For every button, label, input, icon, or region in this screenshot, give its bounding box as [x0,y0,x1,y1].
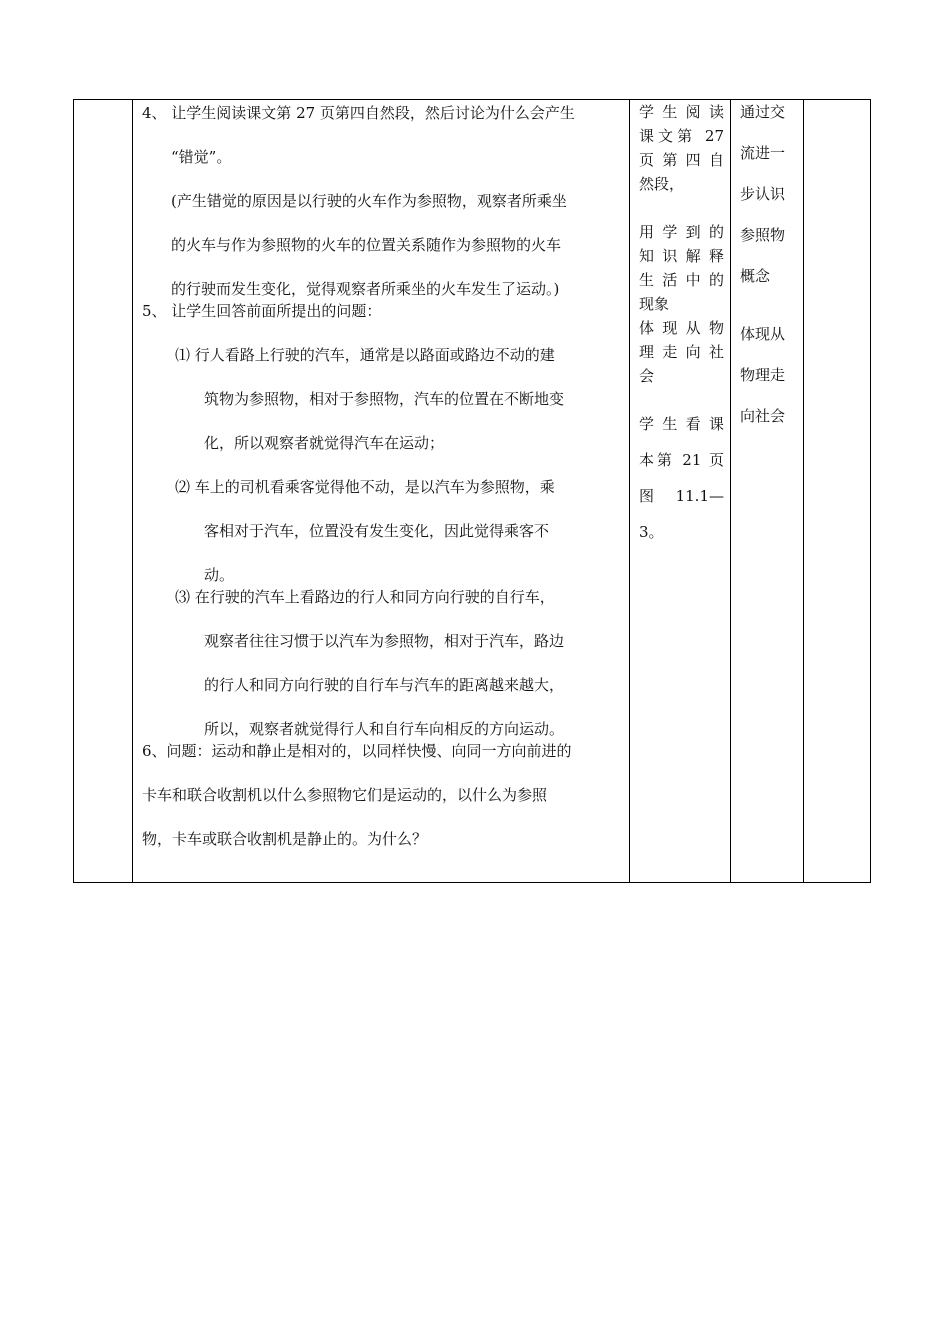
item-6-line-2: 卡车和联合收割机以什么参照物它们是运动的，以什么为参照 [142,786,548,804]
blank-cell-right [804,100,871,883]
student-activity-cell [630,100,731,883]
sub-3-line-1: ⑶ 在行驶的汽车上看路边的行人和同方向行驶的自行车， [175,588,555,606]
sub-2-line-1: ⑵ 车上的司机看乘客觉得他不动，是以汽车为参照物，乘 [175,478,555,496]
blank-cell-left [74,100,133,883]
note-line-2: 的火车与作为参照物的火车的位置关系随作为参照物的火车 [171,236,562,254]
intent-a5: 概念 [740,267,771,285]
teaching-process-cell [133,100,630,883]
student-c3: 会 [639,367,655,385]
lesson-plan-table [73,99,871,883]
sub-1-line-3: 化，所以观察者就觉得汽车在运动； [204,434,445,452]
item-4-line-2: “错觉”。 [171,148,232,166]
sub-2-line-2: 客相对于汽车，位置没有发生变化，因此觉得乘客不 [204,522,550,540]
note-line-3: 的行驶而发生变化，觉得观察者所乘坐的火车发生了运动。) [171,280,560,298]
intent-a1: 通过交 [740,103,786,121]
student-a3: 页第四自 [639,151,724,169]
student-b4: 现象 [639,295,670,313]
student-b1: 用学到的 [639,223,724,241]
sub-3-line-3: 的行人和同方向行驶的自行车与汽车的距离越来越大， [204,676,565,694]
sub-1-line-2: 筑物为参照物，相对于参照物，汽车的位置在不断地变 [204,390,565,408]
student-a1: 学生阅读 [639,103,724,121]
intent-b3: 向社会 [740,407,786,425]
student-b3: 生活中的 [639,271,724,289]
student-a4: 然段， [639,175,685,193]
table-row [74,100,871,883]
student-a2: 课文第 27 [639,127,724,145]
intent-b1: 体现从 [740,325,786,343]
student-d3: 图 11.1— [639,487,724,505]
intent-a4: 参照物 [740,226,786,244]
student-d2: 本第 21 页 [639,451,724,469]
intent-b2: 物理走 [740,366,786,384]
student-d1: 学生看课 [639,415,724,433]
sub-3-line-2: 观察者往往习惯于以汽车为参照物，相对于汽车，路边 [204,632,565,650]
item-4-line-1: 4、 让学生阅读课文第 27 页第四自然段，然后讨论为什么会产生 [142,104,575,122]
design-intent-cell [731,100,804,883]
intent-a2: 流进一 [740,144,786,162]
item-6-line-1: 6、问题：运动和静止是相对的，以同样快慢、向同一方向前进的 [142,742,572,760]
student-c2: 理走向社 [639,343,724,361]
student-d4: 3。 [639,523,664,541]
sub-1-line-1: ⑴ 行人看路上行驶的汽车，通常是以路面或路边不动的建 [175,346,555,364]
item-5: 5、 让学生回答前面所提出的问题： [142,302,382,320]
student-c1: 体现从物 [639,319,724,337]
sub-3-line-4: 所以，观察者就觉得行人和自行车向相反的方向运动。 [204,720,565,738]
item-6-line-3: 物，卡车或联合收割机是静止的。为什么？ [142,830,428,848]
intent-a3: 步认识 [740,185,786,203]
sub-2-line-3: 动。 [204,566,235,584]
student-b2: 知识解释 [639,247,724,265]
note-line-1: (产生错觉的原因是以行驶的火车作为参照物，观察者所乘坐 [171,192,567,210]
